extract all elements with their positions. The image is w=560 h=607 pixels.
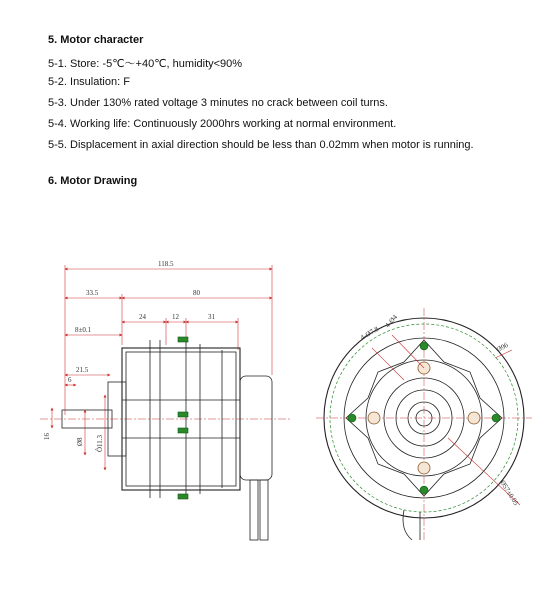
spec-line-storage: 5-1. Store: -5℃～+40℃, humidity<90% xyxy=(48,58,243,70)
side-screws xyxy=(178,337,188,499)
spec-line-working-life: 5-4. Working life: Continuously 2000hrs working at normal environment. xyxy=(48,118,397,130)
dim-body-length: 80 xyxy=(193,289,200,297)
dim-hole-diameter: 4-Ø7.8 xyxy=(359,324,381,342)
dim-mounting-holes: 4-Ø4 xyxy=(383,313,400,330)
section-5-title: 5. Motor character xyxy=(48,34,144,46)
dim-overall-length: 118.5 xyxy=(158,260,174,268)
dim-segment-c: 31 xyxy=(208,313,215,321)
dim-front-length: 33.5 xyxy=(86,289,99,297)
dim-shaft-height: 16 xyxy=(43,433,51,440)
dim-flat-length: 6 xyxy=(68,376,72,384)
dim-shaft-diameter: Ø8 xyxy=(76,437,84,446)
spec-line-axial-displacement: 5-5. Displacement in axial direction should be less than 0.02mm when motor is running. xyxy=(48,139,474,151)
spec-line-insulation: 5-2. Insulation: F xyxy=(48,76,130,88)
dim-shaft-tolerance: 8±0.1 xyxy=(75,326,92,334)
dim-pilot-diameter: Ø57±0.05 xyxy=(498,478,521,507)
motor-side-view xyxy=(40,265,290,540)
section-6-title: 6. Motor Drawing xyxy=(48,175,138,187)
dim-boss-diameter: Ô11.3 xyxy=(96,434,104,452)
dim-shaft-extension: 21.5 xyxy=(76,366,89,374)
side-dimension-labels xyxy=(43,260,216,452)
dim-segment-a: 24 xyxy=(139,313,146,321)
dim-outer-diameter: Ø96 xyxy=(495,341,510,354)
dim-segment-b: 12 xyxy=(172,313,179,321)
motor-front-view xyxy=(316,308,532,540)
spec-line-voltage-test: 5-3. Under 130% rated voltage 3 minutes no crack between coil turns. xyxy=(48,97,388,109)
